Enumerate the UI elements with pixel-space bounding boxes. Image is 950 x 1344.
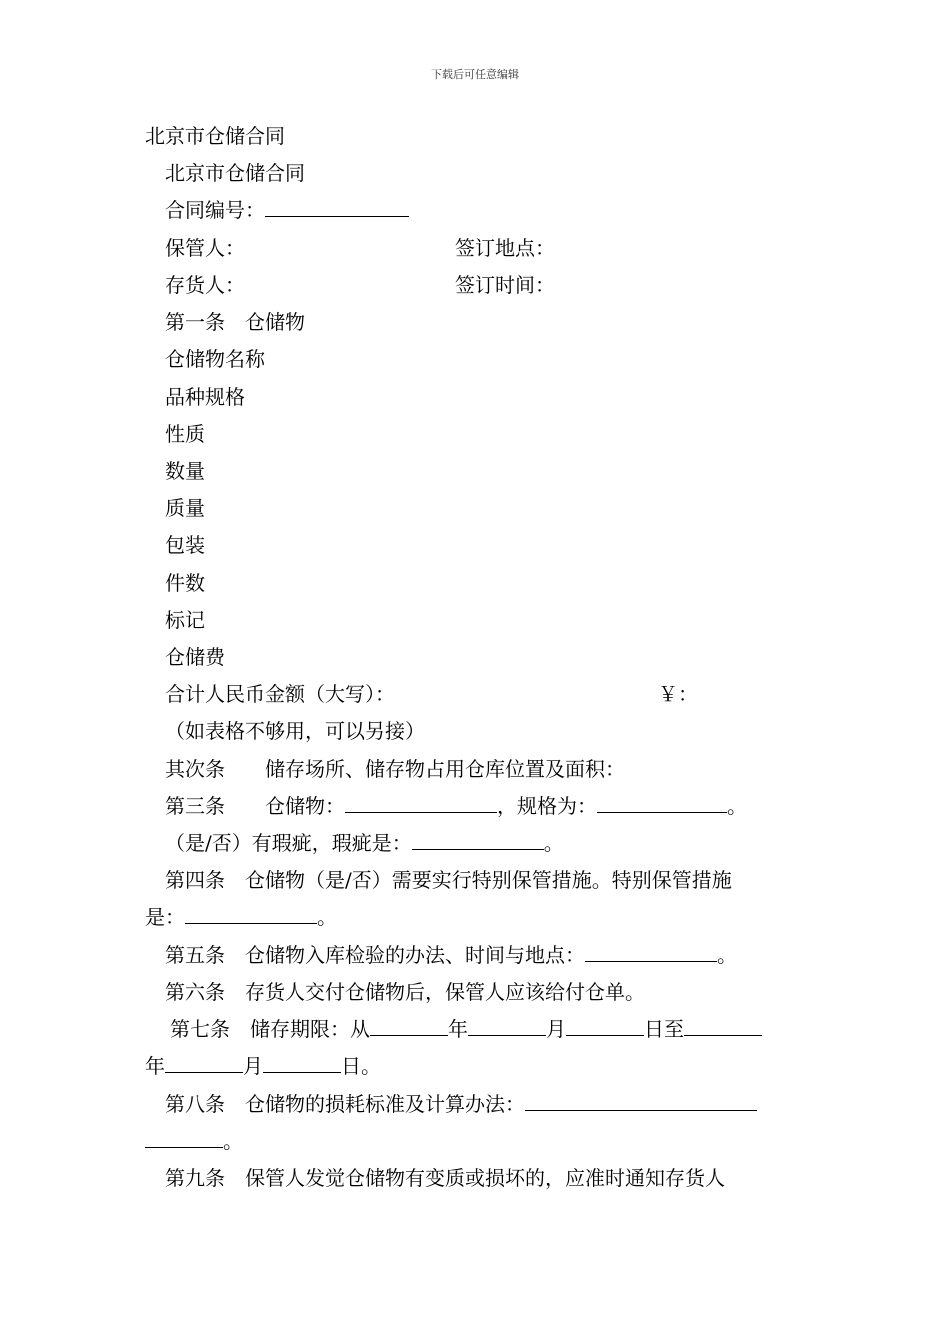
article-5-text: 第五条 仓储物入库检验的办法、时间与地点： <box>165 943 585 967</box>
loss-standard-blank <box>525 1092 757 1111</box>
start-day-blank <box>566 1017 644 1036</box>
month-label: 月 <box>546 1017 566 1041</box>
article-8-text: 第八条 仓储物的损耗标准及计算办法： <box>165 1092 525 1116</box>
yen-label: ￥： <box>658 682 698 706</box>
start-month-blank <box>468 1017 546 1036</box>
field-label: 包装 <box>165 533 205 557</box>
loss-standard-blank-cont <box>145 1129 223 1148</box>
article-1-heading: 第一条 仓储物 <box>165 310 305 334</box>
end-year-blank <box>684 1017 762 1036</box>
period: 。 <box>727 794 747 818</box>
article-7-text: 第七条 储存期限：从 <box>170 1017 370 1041</box>
contract-number-blank <box>265 198 409 217</box>
article-8-line-2 <box>145 1129 243 1153</box>
field-label: 件数 <box>165 571 205 595</box>
end-day-blank <box>263 1054 341 1073</box>
month-label: 月 <box>243 1054 263 1078</box>
field-label: 性质 <box>165 422 205 446</box>
contract-title: 北京市仓储合同 <box>165 161 305 185</box>
defect-blank <box>412 831 544 850</box>
table-note: （如表格不够用，可以另接） <box>165 719 425 743</box>
article-4-line-1: 第四条 仓储物（是/否）需要实行特别保管措施。特别保管措施 <box>165 868 732 892</box>
article-6: 第六条 存货人交付仓储物后，保管人应该给付仓单。 <box>165 980 645 1004</box>
period: 。 <box>543 831 564 855</box>
start-year-blank <box>370 1017 448 1036</box>
spec-blank <box>597 794 727 813</box>
article-7-line-2 <box>145 1054 381 1078</box>
article-3-spec-label: ，规格为： <box>497 794 597 818</box>
article-8-line-1 <box>165 1092 757 1116</box>
period: 。 <box>223 1129 243 1153</box>
period: 。 <box>717 943 737 967</box>
end-month-blank <box>165 1054 243 1073</box>
article-5 <box>165 943 737 967</box>
sign-time-label: 签订时间： <box>455 273 555 297</box>
inspection-blank <box>585 943 717 962</box>
keeper-label: 保管人： <box>165 236 245 260</box>
goods-blank <box>345 794 497 813</box>
article-9: 第九条 保管人发觉仓储物有变质或损坏的，应准时通知存货人 <box>165 1166 725 1190</box>
day-to-label: 日至 <box>644 1017 684 1041</box>
defect-text: （是/否）有瑕疵，瑕疵是： <box>165 831 412 855</box>
contract-number-label: 合同编号： <box>165 198 265 222</box>
field-label: 仓储费 <box>165 645 225 669</box>
sign-place-label: 签订地点： <box>455 236 555 260</box>
year-label: 年 <box>448 1017 468 1041</box>
contract-number-line <box>165 198 409 222</box>
article-4-line-2 <box>145 905 337 929</box>
field-label: 质量 <box>165 496 205 520</box>
depositor-label: 存货人： <box>165 273 245 297</box>
article-4-text: 是： <box>145 905 185 929</box>
special-measure-blank <box>185 905 317 924</box>
field-label: 标记 <box>165 608 205 632</box>
field-label: 仓储物名称 <box>165 347 265 371</box>
field-label: 品种规格 <box>165 385 245 409</box>
article-3 <box>165 794 747 818</box>
year-label: 年 <box>145 1054 165 1078</box>
article-3-defect <box>165 831 564 855</box>
document-title: 北京市仓储合同 <box>145 124 285 148</box>
total-amount-label: 合计人民币金额（大写）： <box>165 682 395 706</box>
article-7-line-1 <box>170 1017 762 1041</box>
article-2: 其次条 储存场所、储存物占用仓库位置及面积： <box>165 757 625 781</box>
page-header: 下载后可任意编辑 <box>431 68 519 81</box>
period: 。 <box>317 905 337 929</box>
day-end-label: 日。 <box>341 1054 381 1078</box>
field-label: 数量 <box>165 459 205 483</box>
article-3-text: 第三条 仓储物： <box>165 794 345 818</box>
